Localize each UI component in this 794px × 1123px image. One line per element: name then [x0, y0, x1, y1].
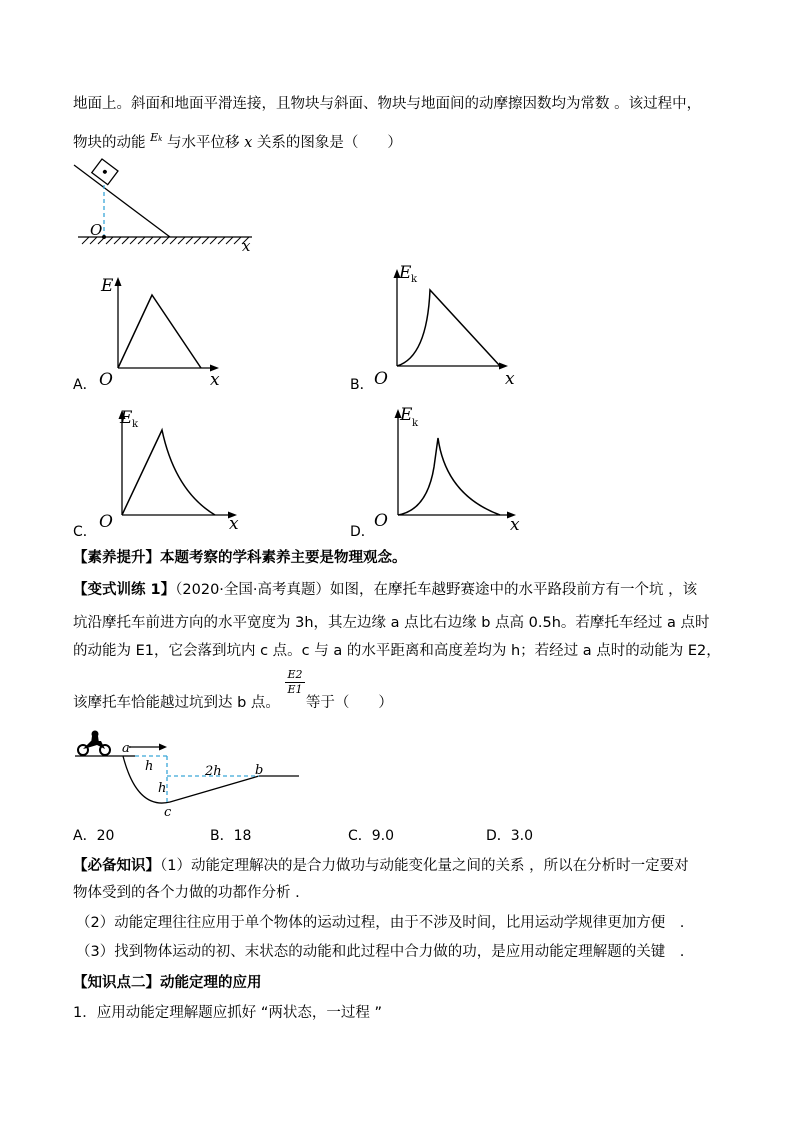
option-d-y-label: E	[400, 405, 413, 425]
option-c-letter[interactable]: C．	[73, 524, 97, 540]
problem1-line1: 地面上。斜面和地面平滑连接，且物块与斜面、物块与地面间的动摩擦因数均为常数 。该过程中，	[73, 96, 702, 112]
variant-option-c[interactable]: C．9.0	[348, 828, 395, 844]
option-d-letter[interactable]: D．	[350, 524, 375, 540]
option-a-y-label: E	[101, 276, 114, 296]
knowledge-p2: （2）动能定理往往应用于单个物体的运动过程，由于不涉及时间，比用运动学规律更加方便 .	[76, 915, 685, 931]
option-c-graph[interactable]	[95, 403, 255, 533]
option-a-letter[interactable]: A．	[73, 377, 97, 393]
variant-option-d[interactable]: D．3.0	[486, 828, 534, 844]
option-b-origin: O	[374, 369, 388, 389]
pit-figure	[75, 730, 305, 840]
option-d-y-sub: k	[412, 418, 419, 429]
variant-option-a[interactable]: A．20	[73, 828, 115, 844]
literacy-line: 【素养提升】本题考察的学科素养主要是物理观念。	[73, 550, 407, 566]
problem1-line2: 物块的动能 $^{Ek}$ 与水平位移 x 关系的图象是（ ）	[73, 131, 402, 151]
option-c-y-sub: k	[132, 419, 139, 430]
variant-line2: 坑沿摩托车前进方向的水平宽度为 3h，其左边缘 a 点比右边缘 b 点高 0.5h。若摩托车经过 a 点时	[73, 615, 710, 631]
option-b-x-label: x	[505, 369, 515, 389]
h-label-2: h	[158, 781, 167, 796]
knowledge-p3: （3）找到物体运动的初、末状态的动能和此过程中合力做的功，是应用动能定理解题的关键 .	[76, 944, 685, 960]
fraction-denominator: E1	[287, 683, 303, 696]
2h-label: 2h	[205, 764, 222, 779]
point2-heading: 【知识点二】动能定理的应用	[73, 975, 262, 991]
option-d-origin: O	[374, 511, 388, 531]
variant-line3: 的动能为 E1，它会落到坑内 c 点。c 与 a 的水平距离和高度差均为 h；若经过 a 点时的动能为 E2，	[73, 643, 721, 659]
option-a-origin: O	[99, 370, 113, 390]
point-a-label: a	[122, 741, 130, 756]
point-b-label: b	[255, 763, 264, 778]
option-d-x-label: x	[510, 515, 520, 535]
option-b-y-label: E	[399, 263, 412, 283]
option-a-graph[interactable]	[95, 273, 235, 393]
option-c-y-label: E	[120, 408, 133, 428]
point-c-label: c	[164, 805, 172, 820]
option-b-y-sub: k	[411, 274, 418, 285]
knowledge-p1a: 【必备知识】（1）动能定理解决的是合力做功与动能变化量之间的关系 ，所以在分析时一定要对	[73, 858, 689, 874]
slope-figure	[70, 155, 260, 255]
option-b-graph[interactable]	[372, 262, 522, 392]
option-d-graph[interactable]	[372, 400, 532, 535]
knowledge-p1b: 物体受到的各个力做的功都作分析 .	[73, 885, 300, 901]
option-c-origin: O	[99, 512, 113, 532]
option-b-letter[interactable]: B．	[350, 377, 374, 393]
slope-origin-label: O	[90, 221, 103, 239]
point2-item1: 1．应用动能定理解题应抓好 “两状态，一过程 ”	[73, 1005, 382, 1021]
option-c-x-label: x	[229, 514, 239, 534]
ek-symbol: Ek	[150, 131, 163, 144]
variant-line1: 【变式训练 1】（2020·全国·高考真题）如图，在摩托车越野赛途中的水平路段前方有一个坑 ，该	[73, 582, 698, 598]
e2-over-e1-fraction	[285, 668, 305, 697]
variant-option-b[interactable]: B．18	[210, 828, 252, 844]
fraction-numerator: E2	[285, 668, 305, 683]
slope-x-label: x	[242, 237, 251, 255]
variant-line4: 该摩托车恰能越过坑到达 b 点。 等于（ ）	[73, 695, 393, 711]
motorcycle-icon	[78, 731, 110, 756]
h-label-1: h	[145, 759, 154, 774]
option-a-x-label: x	[210, 370, 220, 390]
